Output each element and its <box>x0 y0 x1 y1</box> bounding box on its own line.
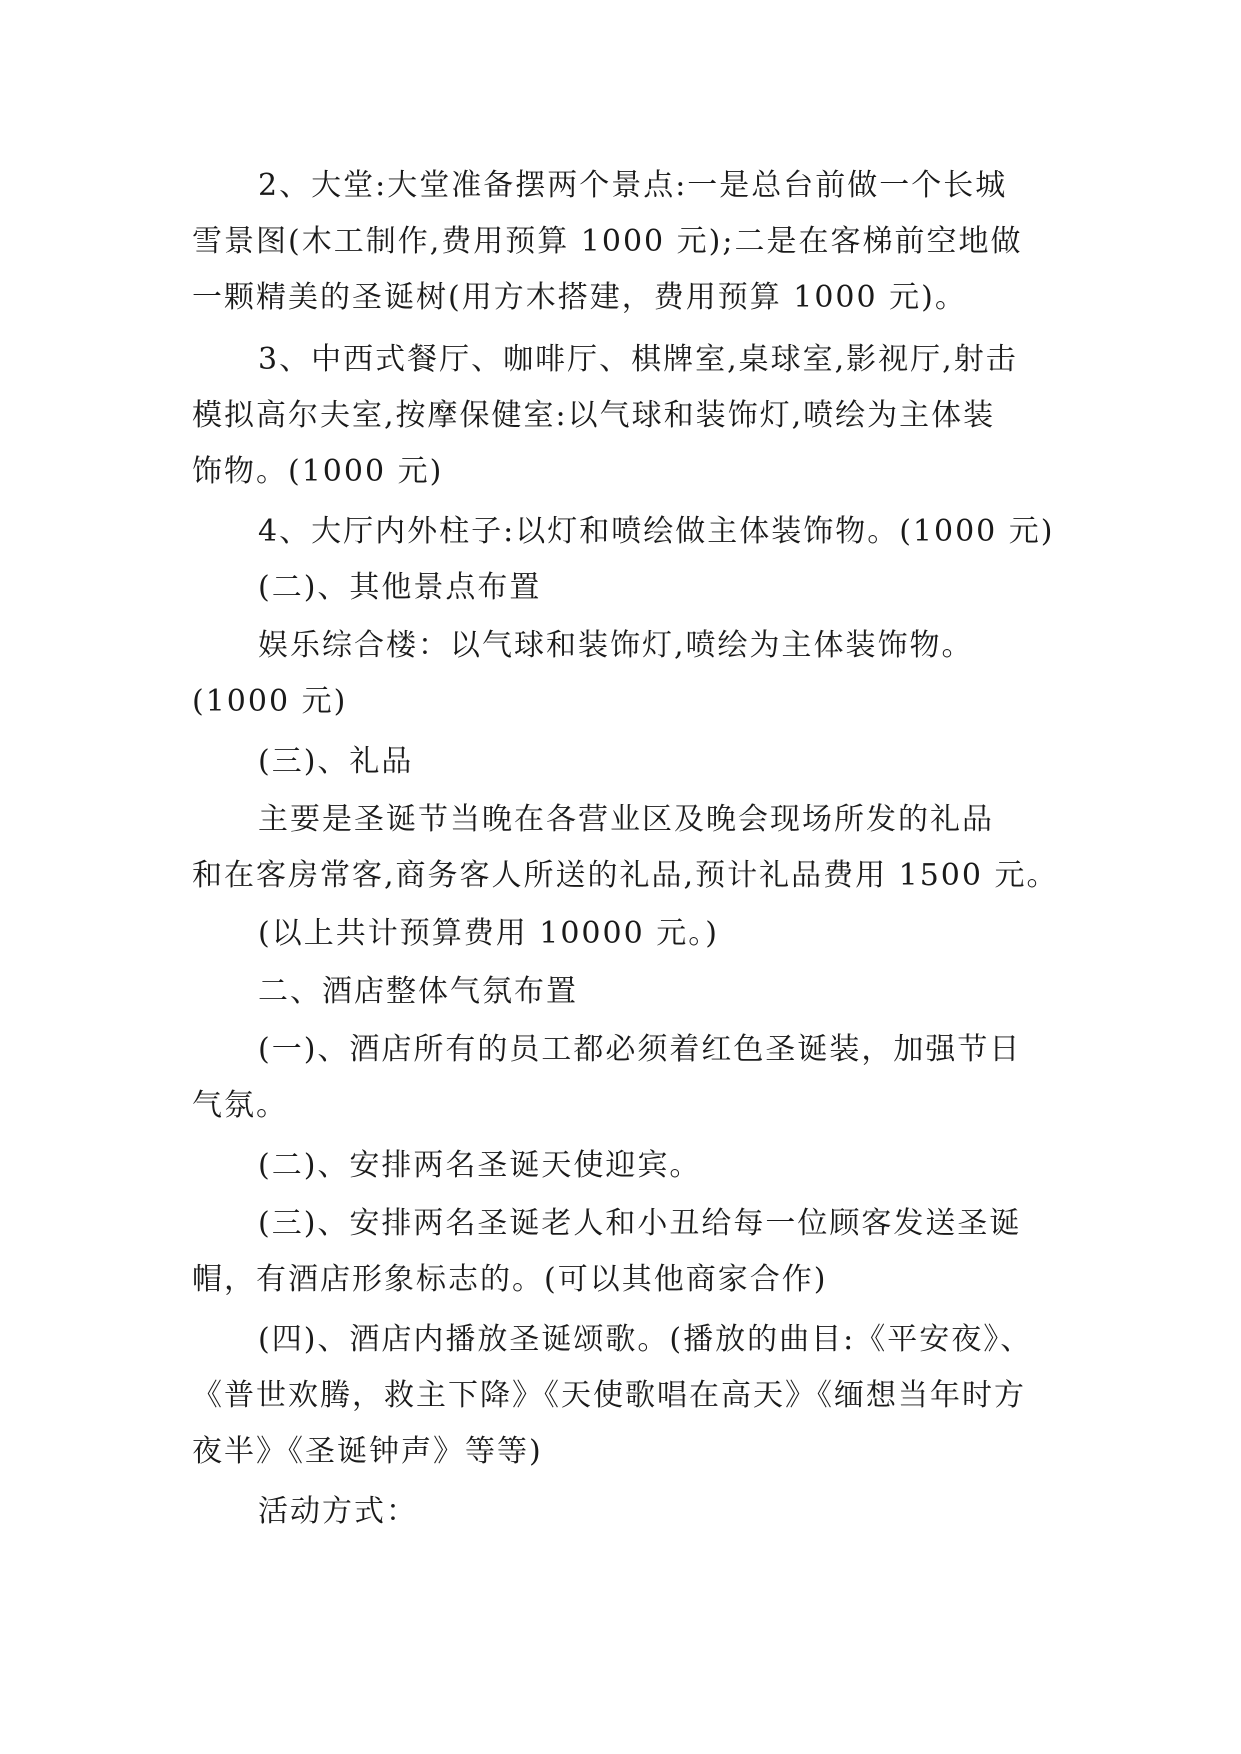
paragraph-line-4: 3、中西式餐厅、咖啡厅、棋牌室,桌球室,影视厅,射击 <box>258 342 1018 377</box>
paragraph-line-3: 一颗精美的圣诞树(用方木搭建，费用预算 1000 元)。 <box>192 280 967 315</box>
section-heading-atmosphere: 二、酒店整体气氛布置 <box>258 974 578 1009</box>
paragraph-line-5: 模拟高尔夫室,按摩保健室:以气球和装饰灯,喷绘为主体装 <box>192 398 996 433</box>
paragraph-line-10: (1000 元) <box>192 684 348 719</box>
paragraph-line-23: 夜半》《圣诞钟声》等等) <box>192 1434 543 1469</box>
paragraph-line-19: (三)、安排两名圣诞老人和小丑给每一位顾客发送圣诞 <box>258 1206 1022 1241</box>
section-heading-other-spots: (二)、其他景点布置 <box>258 570 542 605</box>
section-heading-activity-method: 活动方式： <box>258 1494 418 1529</box>
paragraph-line-16: (一)、酒店所有的员工都必须着红色圣诞装，加强节日 <box>258 1032 1022 1067</box>
paragraph-line-20: 帽，有酒店形象标志的。(可以其他商家合作) <box>192 1262 828 1297</box>
paragraph-line-1: 2、大堂:大堂准备摆两个景点:一是总台前做一个长城 <box>258 168 1008 203</box>
budget-total-line: (以上共计预算费用 10000 元。) <box>258 916 719 951</box>
paragraph-line-12: 主要是圣诞节当晚在各营业区及晚会现场所发的礼品 <box>258 802 994 837</box>
paragraph-line-9: 娱乐综合楼：以气球和装饰灯,喷绘为主体装饰物。 <box>258 628 974 663</box>
paragraph-line-18: (二)、安排两名圣诞天使迎宾。 <box>258 1148 702 1183</box>
paragraph-line-17: 气氛。 <box>192 1088 288 1123</box>
paragraph-line-2: 雪景图(木工制作,费用预算 1000 元);二是在客梯前空地做 <box>192 224 1023 259</box>
paragraph-line-22: 《普世欢腾，救主下降》《天使歌唱在高天》《缅想当年时方 <box>192 1378 1026 1413</box>
paragraph-line-7: 4、大厅内外柱子:以灯和喷绘做主体装饰物。(1000 元) <box>258 514 1055 549</box>
paragraph-line-13: 和在客房常客,商务客人所送的礼品,预计礼品费用 1500 元。 <box>192 858 1059 893</box>
paragraph-line-6: 饰物。(1000 元) <box>192 454 444 489</box>
paragraph-line-21: (四)、酒店内播放圣诞颂歌。(播放的曲目:《平安夜》、 <box>258 1322 1033 1357</box>
section-heading-gifts: (三)、礼品 <box>258 744 414 779</box>
